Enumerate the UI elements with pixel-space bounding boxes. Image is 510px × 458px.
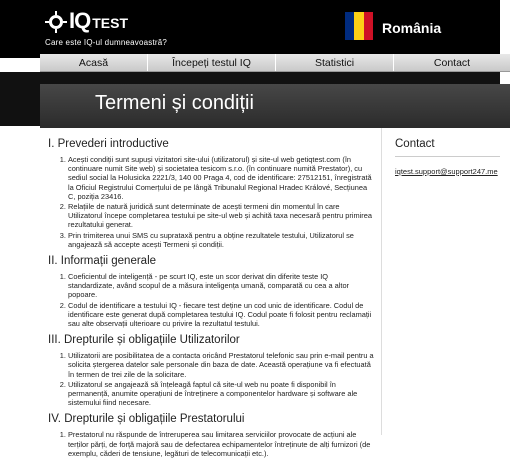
contact-email-link[interactable]: iqtest.support@support247.me [395,167,498,176]
sidebar-title: Contact [395,138,435,150]
divider [395,156,500,157]
section-title: I. Prevederi introductive [48,138,169,150]
list-item: 1. Acești condiții sunt supuși vizitatori site-ului (utilizatorul) și site-ul web getiqtest.com (în continuare numit Site web) și societatea tesicom s.r.o. (în continuare numită Prestator), cu sediul social la Holusicka 2221/3, 140 00 Praga 4, cod de identificare: 27512151, înregistrată la Oficiul Registrului Comerțului de pe lângă Tribunalul Regional Hradec Králové, Secțiunea C, poziția 23416. [68,155,375,201]
nav-statistics[interactable]: Statistici [276,54,394,71]
country-label[interactable]: România [382,20,442,36]
section-list [58,272,375,328]
tagline: Care este IQ-ul dumneavoastră? [45,38,168,47]
logo[interactable] [45,10,195,50]
list-item: 2. Codul de identificare a testului IQ - fiecare test deține un cod unic de identificare. Codul de identificare este generat după completarea testului IQ. Codul poate fi folosit pentru reclamații sau alte observații ulterioare cu privire la rezultatul testului. [68,301,375,329]
site-header [0,0,500,58]
list-item: 3. Prin trimiterea unui SMS cu suprataxă pentru a obține rezultatele testului, Utilizatorul se angajează să accepte acești Termeni și condiții. [68,231,375,249]
list-item: 2. Utilizatorul se angajează să înțeleagă faptul că site-ul web nu poate fi disponibil în permanență, anumite operațiuni de întreținere a componentelor hardware și software ale sistemului fiind necesare. [68,380,375,408]
section-title: III. Drepturile și obligațiile Utilizatorilor [48,334,240,347]
list-item: 1. Prestatorul nu răspunde de întreruperea sau limitarea serviciilor provocate de acțiuni ale terților părți, de forță majoră sau de defectarea echipamentelor întreținute de alți furnizori (de exemplu, căderi de tensiune, legături de telecomunicații etc.). [68,430,375,458]
contact-sidebar [383,128,500,435]
logo-text: IQ TEST [69,8,129,33]
nav-home[interactable]: Acasă [40,54,148,71]
nav-start-test[interactable]: Începeți testul IQ [148,54,276,71]
section-list [58,430,375,458]
nav-contact[interactable]: Contact [433,57,471,69]
terms-content [40,128,382,458]
romania-flag-icon[interactable] [345,12,373,40]
main-nav [40,54,510,72]
section-title: II. Informații generale [48,255,157,268]
list-item: 2. Relațiile de natură juridică sunt determinate de acești termeni din momentul în care Utilizatorul începe completarea testului pe site-ul web și achită taxa necesară pentru primirea rezultatului generat. [68,202,375,230]
page-title: Termeni și condiții [95,92,254,114]
section-list [58,351,375,407]
list-item: 1. Coeficientul de inteligență - pe scurt IQ, este un scor derivat din diferite teste IQ standardizate, având scopul de a măsura inteligența umană, comparată cu cea a altor popoare. [68,272,375,300]
lightbulb-icon [45,11,67,33]
section-title: IV. Drepturile și obligațiile Prestatorului [48,413,245,426]
list-item: 1. Utilizatorii are posibilitatea de a contacta oricând Prestatorul telefonic sau prin e-mail pentru a solicita ștergerea datelor sale personale din baza de date. Această operațiune va fi efectuată în termen de trei zile de la solicitare. [68,351,375,379]
section-list [58,155,375,249]
